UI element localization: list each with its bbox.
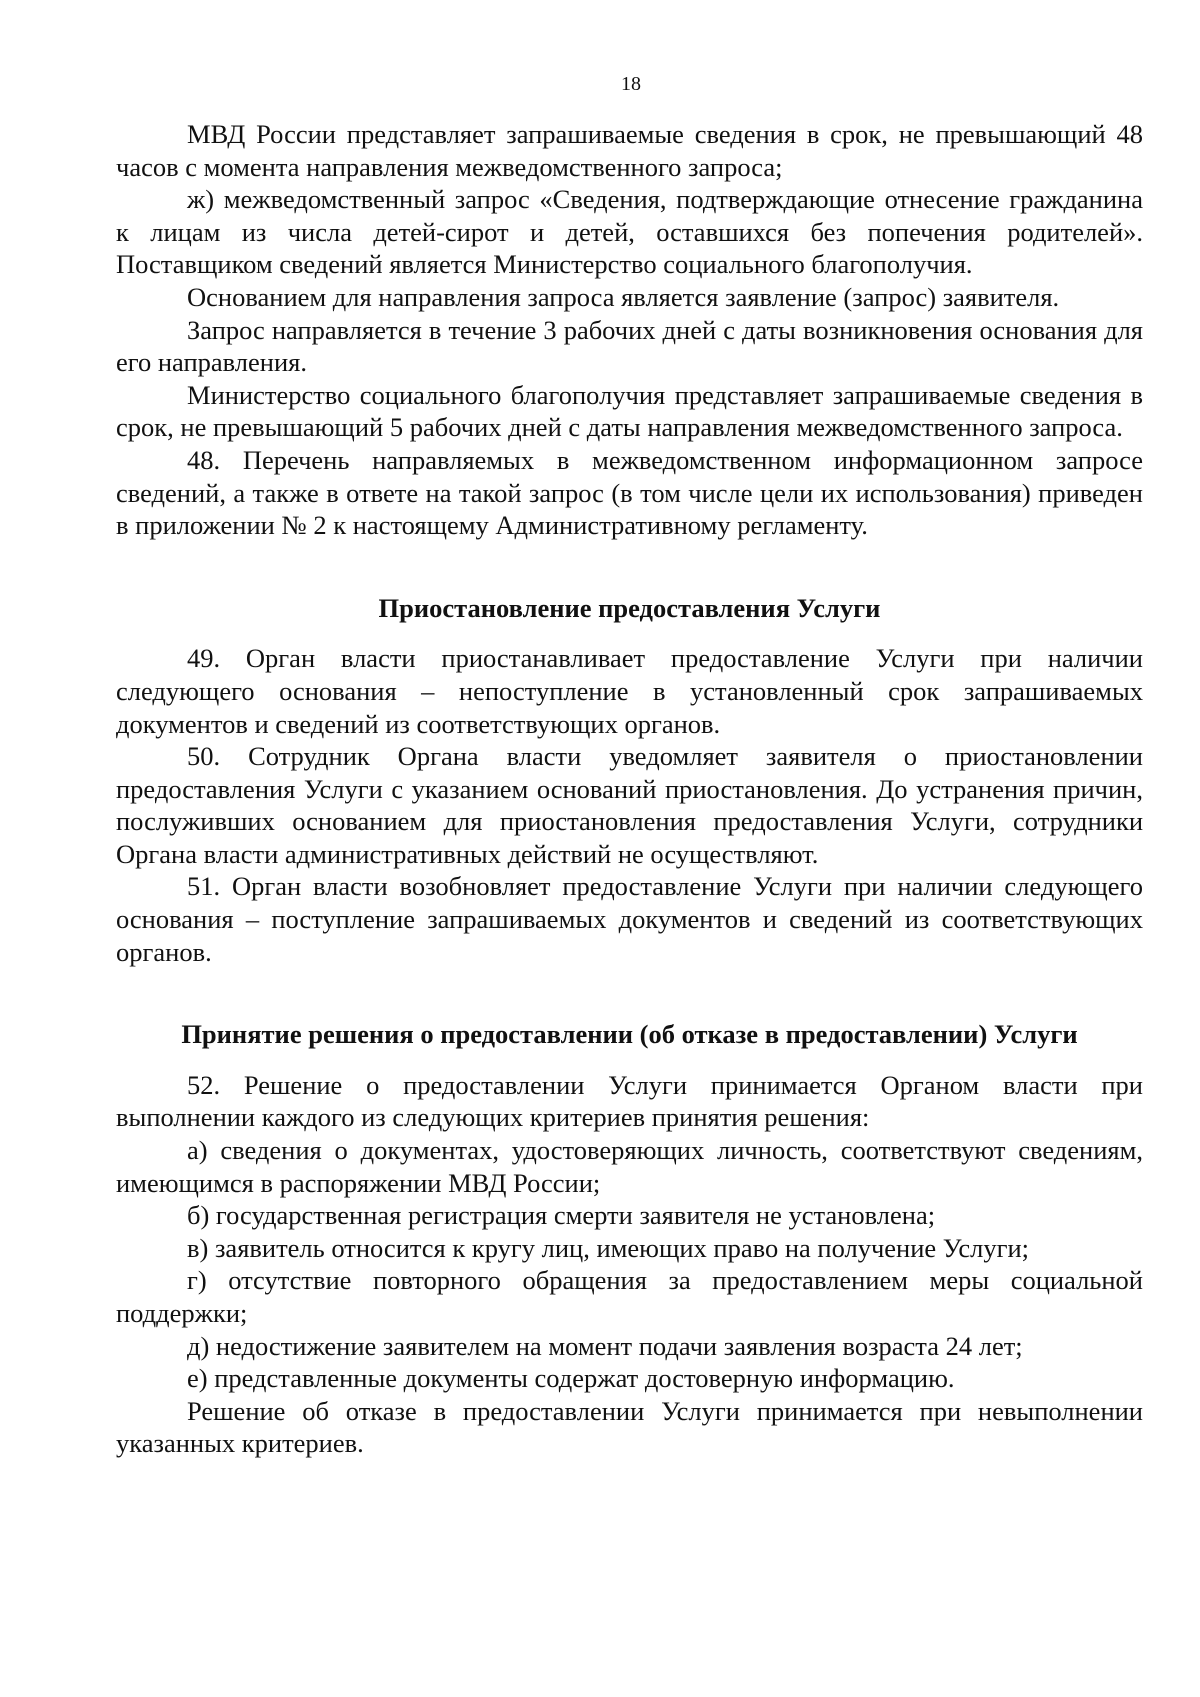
- paragraph: 52. Решение о предоставлении Услуги принимается Органом власти при выполнении каждого из следующих критериев принятия решения:: [116, 1069, 1143, 1133]
- paragraph: 48. Перечень направляемых в межведомственном информационном запросе сведений, а также в ответе на такой запрос (в том числе цели их использования) приведен в приложении № 2 к настоящему Административному регламенту.: [116, 444, 1143, 541]
- paragraph: Запрос направляется в течение 3 рабочих дней с даты возникновения основания для его направления.: [116, 314, 1143, 378]
- paragraph: Министерство социального благополучия представляет запрашиваемые сведения в срок, не превышающий 5 рабочих дней с даты направления межведомственного запроса.: [116, 379, 1143, 443]
- paragraph: 50. Сотрудник Органа власти уведомляет заявителя о приостановлении предоставления Услуги с указанием оснований приостановления. До устранения причин, послуживших основанием для приостановления предоставления Услуги, сотрудники Органа власти административных действий не осуществляют.: [116, 741, 1143, 869]
- document-body: [116, 118, 1143, 1460]
- list-item: д) недостижение заявителем на момент подачи заявления возраста 24 лет;: [187, 1330, 1023, 1361]
- spacer: [116, 1051, 1143, 1069]
- spacer: [116, 624, 1143, 642]
- paragraph: Основанием для направления запроса является заявление (запрос) заявителя.: [187, 281, 1060, 312]
- spacer: [116, 968, 1143, 1018]
- list-item: г) отсутствие повторного обращения за предоставлением меры социальной поддержки;: [116, 1265, 1143, 1328]
- section-heading-suspension: Приостановление предоставления Услуги: [378, 592, 881, 623]
- page-number: 18: [621, 73, 641, 95]
- list-item: в) заявитель относится к кругу лиц, имеющих право на получение Услуги;: [187, 1232, 1030, 1263]
- spacer: [116, 542, 1143, 592]
- list-item: б) государственная регистрация смерти заявителя не установлена;: [187, 1200, 936, 1231]
- list-item: а) сведения о документах, удостоверяющих личность, соответствуют сведениям, имеющимся в распоряжении МВД России;: [116, 1135, 1143, 1198]
- paragraph: Решение об отказе в предоставлении Услуги принимается при невыполнении указанных критериев.: [116, 1395, 1143, 1459]
- paragraph: 49. Орган власти приостанавливает предоставление Услуги при наличии следующего основания – непоступление в установленный срок запрашиваемых документов и сведений из соответствующих органов.: [116, 643, 1143, 739]
- list-item: е) представленные документы содержат достоверную информацию.: [187, 1363, 955, 1394]
- section-heading-decision: Принятие решения о предоставлении (об отказе в предоставлении) Услуги: [181, 1019, 1078, 1050]
- paragraph: ж) межведомственный запрос «Сведения, подтверждающие отнесение гражданина к лицам из числа детей-сирот и детей, оставшихся без попечения родителей». Поставщиком сведений является Министерство социального благополучия.: [116, 184, 1143, 280]
- paragraph: 51. Орган власти возобновляет предоставление Услуги при наличии следующего основания – поступление запрашиваемых документов и сведений из соответствующих органов.: [116, 871, 1143, 967]
- paragraph: МВД России представляет запрашиваемые сведения в срок, не превышающий 48 часов с момента направления межведомственного запроса;: [116, 119, 1143, 182]
